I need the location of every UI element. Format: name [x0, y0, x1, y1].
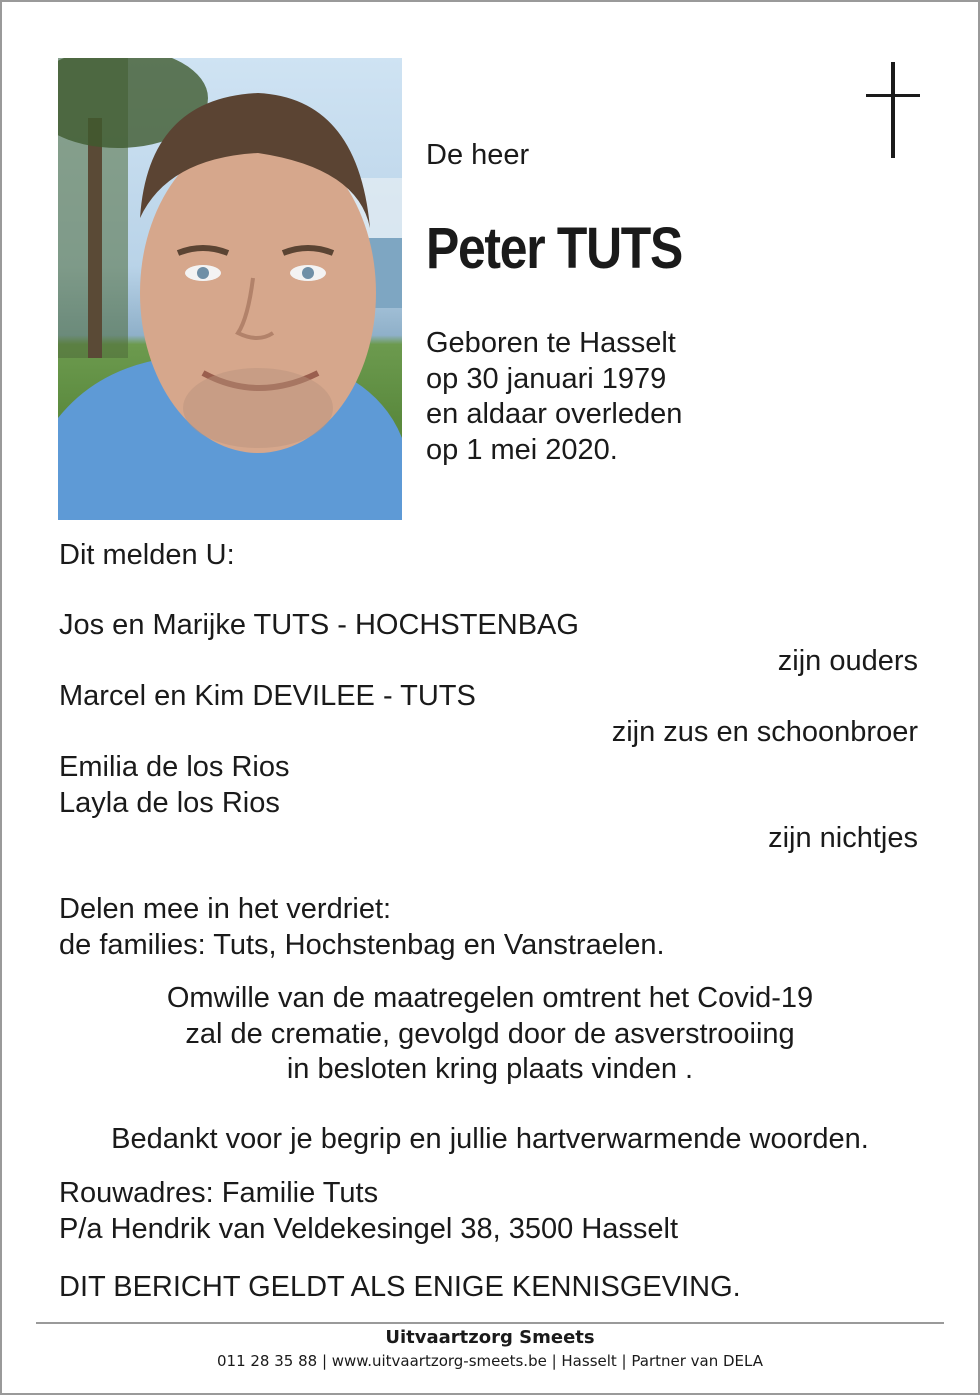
date-line: op 1 mei 2020. [426, 433, 618, 466]
sharing-families [59, 892, 665, 963]
sister-names: Marcel en Kim DEVILEE - TUTS [59, 680, 476, 712]
covid-notice [0, 981, 980, 1088]
parents-names: Jos en Marijke TUTS - HOCHSTENBAG [59, 609, 579, 641]
salutation: De heer [426, 139, 530, 171]
sister-relation: zijn zus en schoonbroer [611, 716, 918, 748]
sharing-line: Delen mee in het verdriet: [59, 893, 392, 925]
announcement-intro: Dit melden U: [59, 539, 235, 571]
company-contact: 011 28 35 88 | www.uitvaartzorg-smeets.be | Hasselt | Partner van DELA [216, 1352, 763, 1370]
thanks-message: Bedankt voor je begrip en jullie hartverwarmende woorden. [111, 1123, 869, 1155]
nieces-relation: zijn nichtjes [768, 822, 918, 854]
covid-line: in besloten kring plaats vinden . [286, 1053, 694, 1085]
date-line: op 30 januari 1979 [426, 362, 667, 395]
covid-line: zal de crematie, gevolgd door de asverstrooiing [185, 1017, 795, 1050]
cross-icon [862, 62, 924, 160]
date-line: en aldaar overleden [426, 398, 683, 430]
footer-divider [36, 1322, 944, 1324]
portrait-illustration [58, 58, 402, 520]
niece-name: Emilia de los Rios [59, 751, 290, 783]
sharing-line: de families: Tuts, Hochstenbag en Vanstraelen. [59, 928, 665, 961]
cross-vertical [891, 62, 895, 158]
address-line: P/a Hendrik van Veldekesingel 38, 3500 Hasselt [59, 1212, 679, 1245]
cross-horizontal [866, 94, 920, 97]
covid-line: Omwille van de maatregelen omtrent het Covid-19 [166, 982, 814, 1014]
address-line: Rouwadres: Familie Tuts [59, 1177, 379, 1209]
niece-name: Layla de los Rios [59, 787, 280, 819]
mourning-address [59, 1176, 678, 1247]
funeral-company: Uitvaartzorg Smeets [385, 1327, 595, 1348]
date-line: Geboren te Hasselt [426, 327, 676, 359]
parents-relation: zijn ouders [777, 645, 918, 677]
deceased-name: Peter TUTS [426, 216, 682, 281]
official-notice: DIT BERICHT GELDT ALS ENIGE KENNISGEVING. [59, 1271, 741, 1303]
birth-death-dates [426, 326, 682, 468]
portrait-photo [58, 58, 402, 520]
